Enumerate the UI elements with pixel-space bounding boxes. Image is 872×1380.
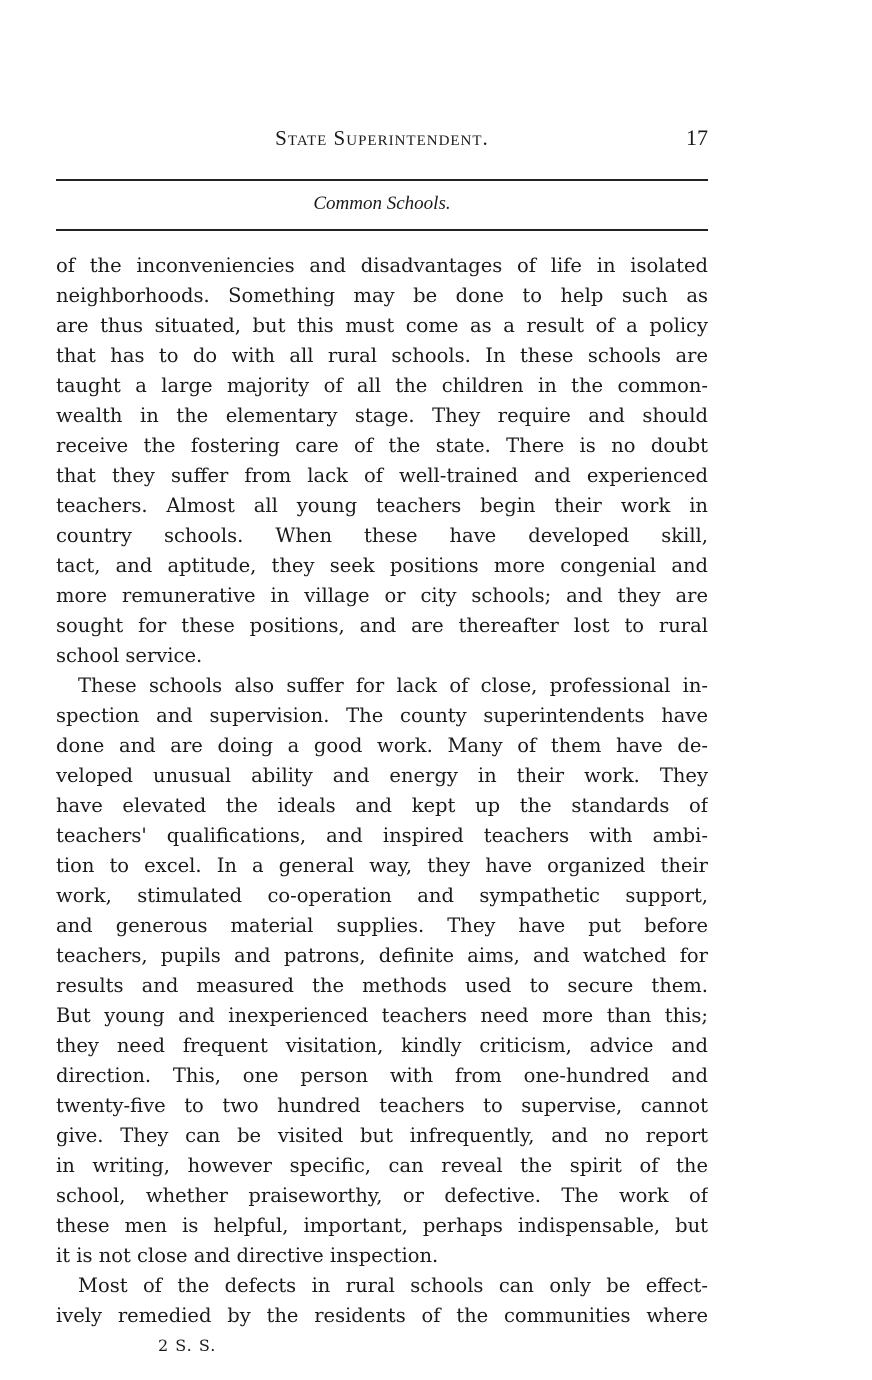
text-line: wealth in the elementary stage. They require and should [56, 404, 708, 427]
text-line: tact, and aptitude, they seek positions more congenial and [56, 554, 708, 577]
text-line: give. They can be visited but infrequently, and no report [56, 1124, 708, 1147]
header-rule-bottom [56, 229, 708, 231]
text-line: Most of the defects in rural schools can only be effect- [78, 1274, 708, 1297]
text-line: sought for these positions, and are thereafter lost to rural [56, 614, 708, 637]
text-line: work, stimulated co-operation and sympathetic support, [56, 884, 708, 907]
running-title: State Superintendent. [275, 126, 489, 150]
text-line: But young and inexperienced teachers need more than this; [56, 1004, 708, 1027]
text-line: taught a large majority of all the children in the common- [56, 374, 708, 397]
text-line: twenty-five to two hundred teachers to supervise, cannot [56, 1094, 708, 1117]
text-line: results and measured the methods used to secure them. [56, 974, 708, 997]
section-title: Common Schools. [313, 193, 451, 214]
text-line: that has to do with all rural schools. In these schools are [56, 344, 708, 367]
text-line: receive the fostering care of the state. There is no doubt [56, 434, 708, 457]
text-line: school service. [56, 644, 203, 667]
text-line: done and are doing a good work. Many of them have de- [56, 734, 708, 757]
text-line: in writing, however specific, can reveal the spirit of the [56, 1154, 708, 1177]
text-line: tion to excel. In a general way, they have organized their [56, 854, 708, 877]
paragraph [56, 1271, 708, 1331]
text-line: these men is helpful, important, perhaps indispensable, but [56, 1214, 708, 1237]
text-line: veloped unusual ability and energy in their work. They [56, 764, 708, 787]
text-line: teachers, pupils and patrons, definite aims, and watched for [56, 944, 708, 967]
text-line: school, whether praiseworthy, or defective. The work of [56, 1184, 708, 1207]
signature-mark: 2 S. S. [158, 1336, 217, 1355]
running-head [56, 124, 708, 152]
text-line: are thus situated, but this must come as a result of a policy [56, 314, 708, 337]
text-line: they need frequent visitation, kindly criticism, advice and [56, 1034, 708, 1057]
paragraph [56, 671, 708, 1271]
paragraph [56, 251, 708, 671]
text-line: of the inconveniencies and disadvantages of life in isolated [56, 254, 708, 277]
text-line: direction. This, one person with from one-hundred and [56, 1064, 708, 1087]
text-line: teachers. Almost all young teachers begin their work in [56, 494, 708, 517]
header-rule-top [56, 179, 708, 181]
text-line: country schools. When these have developed skill, [56, 524, 708, 547]
text-line: it is not close and directive inspection. [56, 1244, 439, 1267]
text-line: ively remedied by the residents of the communities where [56, 1304, 708, 1327]
text-line: spection and supervision. The county superintendents have [56, 704, 708, 727]
text-line: that they suffer from lack of well-trained and experienced [56, 464, 708, 487]
text-line: These schools also suffer for lack of close, professional in- [78, 674, 708, 697]
text-line: more remunerative in village or city schools; and they are [56, 584, 708, 607]
text-line: have elevated the ideals and kept up the standards of [56, 794, 708, 817]
body-text [56, 251, 708, 1331]
text-line: teachers' qualifications, and inspired teachers with ambi- [56, 824, 708, 847]
text-line: neighborhoods. Something may be done to help such as [56, 284, 708, 307]
page-number: 17 [686, 125, 708, 150]
text-line: and generous material supplies. They have put before [56, 914, 708, 937]
